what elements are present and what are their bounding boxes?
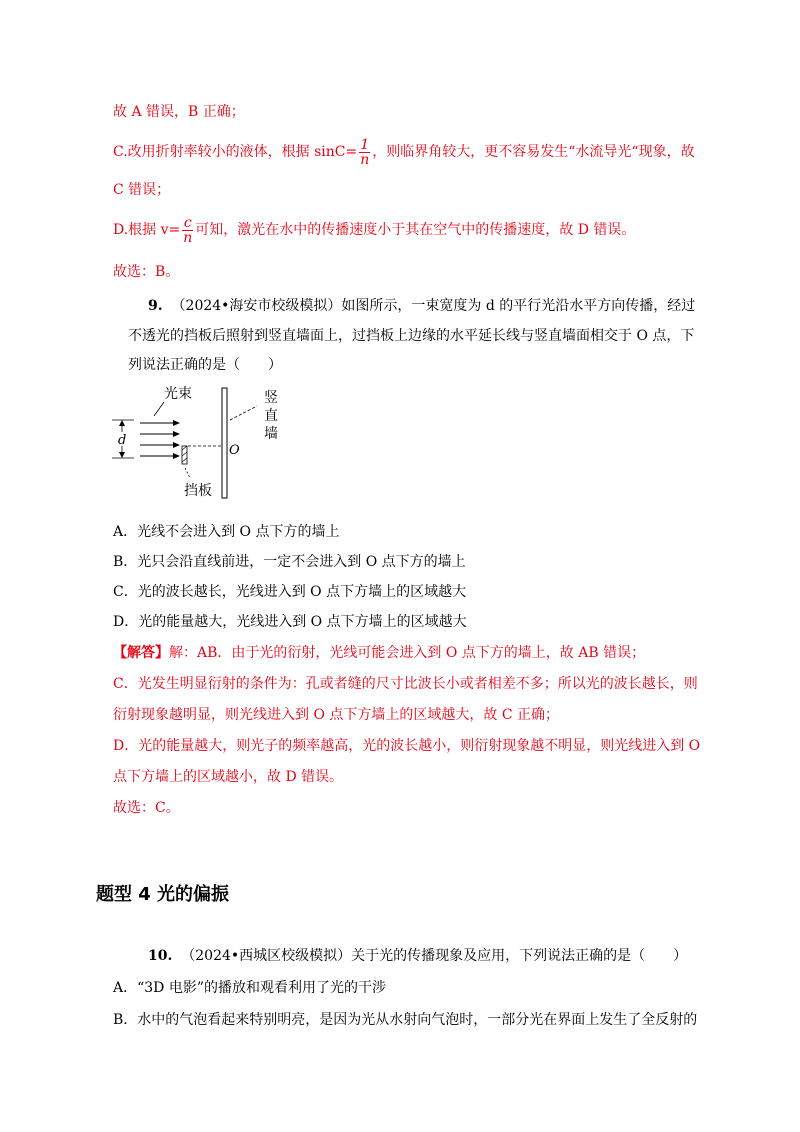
q9-option-a: A．光线不会进入到 O 点下方的墙上 — [113, 524, 340, 540]
d-label: d — [118, 433, 127, 448]
answer-tag: 【解答】 — [113, 645, 169, 661]
beam-label: 光束 — [164, 386, 192, 402]
wall-label-char-3: 墙 — [264, 426, 278, 442]
q9-option-d: D．光的能量越大，光线进入到 O 点下方墙上的区域越大 — [113, 614, 467, 630]
q9-option-b: B．光只会沿直线前进，一定不会进入到 O 点下方的墙上 — [113, 554, 466, 570]
beam-arrowhead-1 — [173, 420, 180, 426]
q9-answer-c2: 衍射现象越明显，则光线进入到 O 点下方墙上的区域越大，故 C 正确； — [113, 707, 559, 723]
wall-label-char-1: 竖 — [264, 390, 278, 406]
prev-solution-choice: 故选：B。 — [113, 264, 180, 280]
d-arrowhead-bottom — [119, 452, 125, 458]
point-o-label: O — [229, 443, 240, 458]
vertical-wall — [222, 388, 227, 498]
beam-arrowhead-3 — [173, 442, 180, 448]
prev-solution-c-line2: C 错误； — [113, 182, 171, 198]
d-line-start: D.根据 v= — [113, 222, 181, 238]
c-fraction-numerator: 1 — [360, 136, 370, 153]
c-fraction-denominator: n — [360, 151, 370, 168]
beam-label-leader — [154, 402, 164, 416]
d-line-end: 可知，激光在水中的传播速度小于其在空气中的传播速度，故 D 错误。 — [195, 222, 636, 238]
beam-arrowhead-4 — [173, 453, 180, 459]
q9-line1-text: （2024•海安市校级模拟）如图所示，一束宽度为 d 的平行光沿水平方向传播，经过 — [171, 298, 696, 314]
q9-figure — [112, 380, 332, 505]
q9-number: 9. — [148, 298, 163, 314]
c-line-start: C.改用折射率较小的液体，根据 sinC= — [113, 144, 358, 160]
c-line-end: ，则临界角较大，更不容易发生“水流导光“现象，故 — [372, 144, 695, 160]
q9-answer-d1: D．光的能量越大，则光子的频率越高，光的波长越小，则衍射现象越不明显，则光线进入到 O — [113, 738, 701, 754]
c-fraction — [359, 138, 370, 167]
q10-option-a: A．“3D 电影”的播放和观看利用了光的干涉 — [113, 980, 387, 996]
q9-answer-choice: 故选：C。 — [113, 800, 180, 816]
section-title: 题型 4 光的偏振 — [96, 884, 230, 905]
d-fraction-denominator: n — [183, 229, 193, 246]
d-fraction-numerator: c — [183, 214, 192, 231]
q9-answer-line1 — [113, 643, 645, 663]
q10-option-b: B．水中的气泡看起来特别明亮，是因为光从水射向气泡时，一部分光在界面上发生了全反射的 — [113, 1012, 698, 1028]
q10-line1-text: （2024•西城区校级模拟）关于光的传播现象及应用，下列说法正确的是（ ） — [181, 948, 688, 964]
wall-label-leader — [230, 406, 257, 420]
prev-solution-line1: 故 A 错误，B 正确； — [113, 104, 245, 120]
d-arrowhead-top — [119, 420, 125, 426]
prev-solution-d-line — [113, 210, 635, 250]
beam-arrowhead-2 — [173, 431, 180, 437]
q9-option-c: C．光的波长越长，光线进入到 O 点下方墙上的区域越大 — [113, 584, 467, 600]
prev-solution-c-line — [113, 132, 695, 172]
q9-answer-c1: C．光发生明显衍射的条件为：孔或者缝的尺寸比波长小或者相差不多；所以光的波长越长，则 — [113, 676, 698, 692]
q9-stem-line3: 列说法正确的是（ ） — [128, 357, 282, 373]
baffle-label-leader — [185, 468, 190, 478]
q9-stem-line2: 不透光的挡板后照射到竖直墙面上，过挡板上边缘的水平延长线与竖直墙面相交于 O 点，下 — [128, 328, 695, 344]
baffle-label: 挡板 — [184, 483, 212, 499]
q9-answer-d2: 点下方墙上的区域越小，故 D 错误。 — [113, 769, 344, 785]
d-fraction — [182, 216, 193, 245]
q10-stem-line1 — [148, 946, 687, 966]
q9-stem-line1 — [148, 296, 695, 316]
q10-number: 10. — [148, 948, 173, 964]
light-beams — [140, 423, 176, 456]
wall-label-char-2: 直 — [264, 408, 278, 424]
answer-line1-text: 解：AB．由于光的衍射，光线可能会进入到 O 点下方的墙上，故 AB 错误； — [169, 645, 646, 661]
